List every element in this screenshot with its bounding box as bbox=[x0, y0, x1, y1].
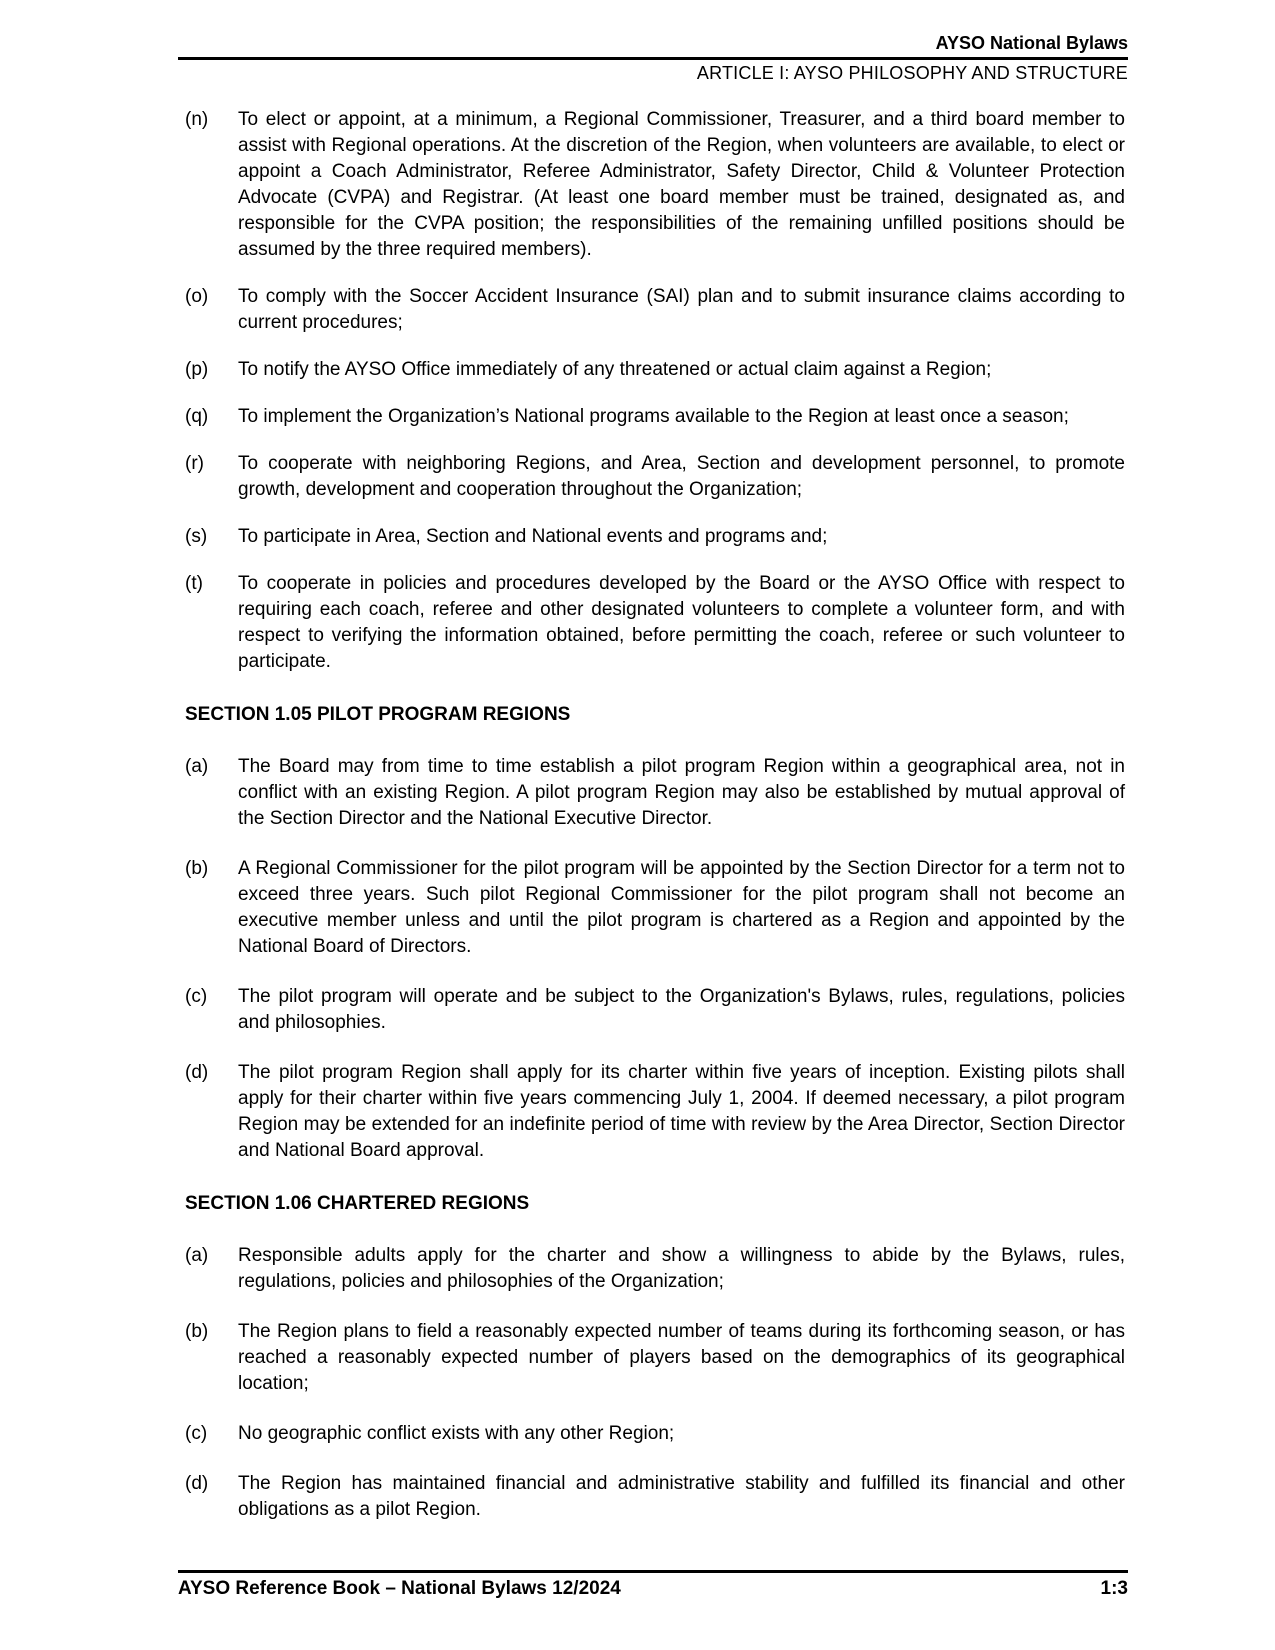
section-heading-1-05: SECTION 1.05 PILOT PROGRAM REGIONS bbox=[185, 704, 571, 725]
item-text: The Region has maintained financial and administrative stability and fulfilled its financial and other obligations as a pilot Region. bbox=[238, 1473, 1125, 1520]
section-1-06-items bbox=[185, 1243, 1125, 1523]
footer-row bbox=[178, 1577, 1128, 1601]
item-text: To notify the AYSO Office immediately of any threatened or actual claim against a Region; bbox=[238, 359, 992, 380]
item-marker: (n) bbox=[185, 109, 209, 130]
item-text: A Regional Commissioner for the pilot program will be appointed by the Section Director for a term not to exceed three years. Such pilot Regional Commissioner for the pilot program shall not become an executive member unless and until the pilot program is chartered as a Region and appointed by the National Board of Directors. bbox=[238, 858, 1125, 957]
item-marker: (p) bbox=[185, 359, 209, 380]
item-marker: (b) bbox=[185, 858, 209, 879]
item-text: To cooperate with neighboring Regions, and Area, Section and development personnel, to promote growth, development and cooperation throughout the Organization; bbox=[238, 453, 1125, 500]
list-item-r bbox=[185, 451, 1125, 503]
item-text: To comply with the Soccer Accident Insurance (SAI) plan and to submit insurance claims according to current procedures; bbox=[238, 286, 1125, 333]
item-text: The Region plans to field a reasonably expected number of teams during its forthcoming season, or has reached a reasonably expected number of players based on the demographics of its geographical location; bbox=[238, 1321, 1125, 1394]
list-item-t bbox=[185, 571, 1125, 675]
document-body bbox=[185, 107, 1125, 1547]
list-item-q bbox=[185, 404, 1125, 430]
item-marker: (o) bbox=[185, 286, 209, 307]
item-text: To implement the Organization’s National programs available to the Region at least once a season; bbox=[238, 406, 1069, 427]
item-marker: (a) bbox=[185, 756, 209, 777]
header-rule bbox=[178, 57, 1128, 60]
item-text: No geographic conflict exists with any other Region; bbox=[238, 1423, 675, 1444]
item-text: The pilot program Region shall apply for its charter within five years of inception. Existing pilots shall apply for their charter within five years commencing July 1, 2004. If deemed necessary, a pilot program Region may be extended for an indefinite period of time with review by the Area Director, Section Director and National Board approval. bbox=[238, 1062, 1125, 1161]
item-text: The pilot program will operate and be subject to the Organization's Bylaws, rules, regulations, policies and philosophies. bbox=[238, 986, 1125, 1033]
section-1-05-items bbox=[185, 754, 1125, 1164]
page-header bbox=[178, 32, 1128, 85]
item-marker: (s) bbox=[185, 526, 208, 547]
item-marker: (t) bbox=[185, 573, 203, 594]
item-text: To cooperate in policies and procedures developed by the Board or the AYSO Office with respect to requiring each coach, referee and other designated volunteers to complete a volunteer form, and with respect to verifying the information obtained, before permitting the coach, referee or such volunteer to participate. bbox=[238, 573, 1125, 672]
item-marker: (b) bbox=[185, 1321, 209, 1342]
footer-rule bbox=[178, 1570, 1128, 1573]
item-text: Responsible adults apply for the charter and show a willingness to abide by the Bylaws, rules, regulations, policies and philosophies of the Organization; bbox=[238, 1245, 1125, 1292]
list-item-a bbox=[185, 754, 1125, 832]
section-heading-1-06: SECTION 1.06 CHARTERED REGIONS bbox=[185, 1193, 530, 1214]
list-item-c bbox=[185, 984, 1125, 1036]
list-item-s bbox=[185, 524, 1125, 550]
list-item-p bbox=[185, 357, 1125, 383]
item-marker: (c) bbox=[185, 1423, 208, 1444]
article-heading: ARTICLE I: AYSO PHILOSOPHY AND STRUCTURE bbox=[696, 63, 1128, 83]
list-item-c bbox=[185, 1421, 1125, 1447]
list-item-n bbox=[185, 107, 1125, 263]
item-marker: (c) bbox=[185, 986, 208, 1007]
document-title: AYSO National Bylaws bbox=[935, 33, 1128, 53]
footer-document-reference: AYSO Reference Book – National Bylaws 12/2024 bbox=[178, 1578, 621, 1599]
list-item-d bbox=[185, 1060, 1125, 1164]
list-item-b bbox=[185, 1319, 1125, 1397]
list-item-a bbox=[185, 1243, 1125, 1295]
item-marker: (r) bbox=[185, 453, 204, 474]
page-footer bbox=[178, 1570, 1128, 1601]
list-item-b bbox=[185, 856, 1125, 960]
item-text: To participate in Area, Section and National events and programs and; bbox=[238, 526, 828, 547]
intro-item-list bbox=[185, 107, 1125, 675]
page-number: 1:3 bbox=[1100, 1578, 1128, 1599]
item-marker: (q) bbox=[185, 406, 209, 427]
item-marker: (d) bbox=[185, 1062, 209, 1083]
item-marker: (a) bbox=[185, 1245, 209, 1266]
item-text: To elect or appoint, at a minimum, a Regional Commissioner, Treasurer, and a third board member to assist with Regional operations. At the discretion of the Region, when volunteers are available, to elect or appoint a Coach Administrator, Referee Administrator, Safety Director, Child & Volunteer Protection Advocate (CVPA) and Registrar. (At least one board member must be trained, designated as, and responsible for the CVPA position; the responsibilities of the remaining unfilled positions should be assumed by the three required members). bbox=[238, 109, 1125, 260]
item-text: The Board may from time to time establish a pilot program Region within a geographical area, not in conflict with an existing Region. A pilot program Region may also be established by mutual approval of the Section Director and the National Executive Director. bbox=[238, 756, 1125, 829]
list-item-o bbox=[185, 284, 1125, 336]
list-item-d bbox=[185, 1471, 1125, 1523]
item-marker: (d) bbox=[185, 1473, 209, 1494]
